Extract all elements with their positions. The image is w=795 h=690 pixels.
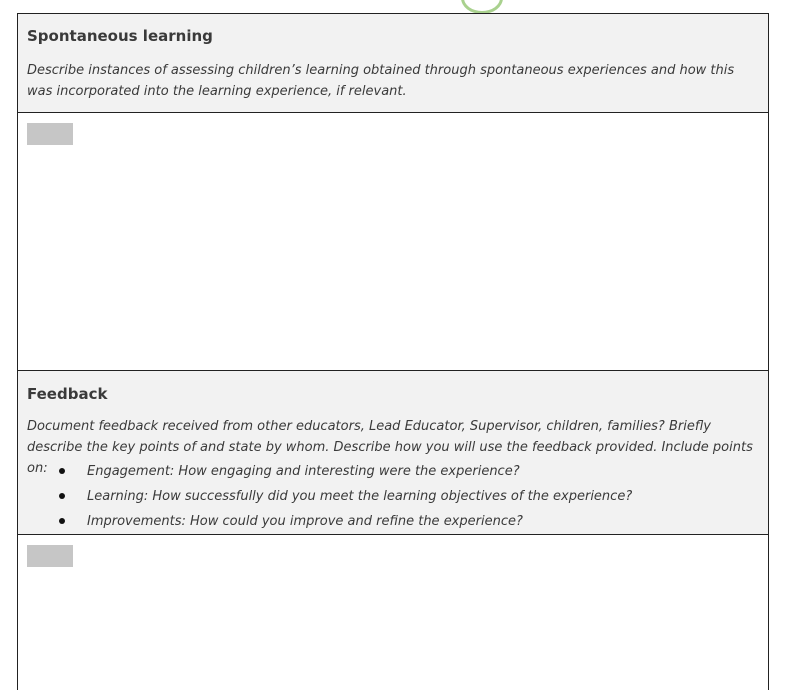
feedback-point-improvements: Improvements: How could you improve and refine the experience? xyxy=(87,514,523,529)
feedback-title: Feedback xyxy=(27,385,108,403)
feedback-points-list xyxy=(18,461,758,536)
list-item xyxy=(18,486,758,511)
spontaneous-learning-title: Spontaneous learning xyxy=(27,27,213,45)
assessment-form-table xyxy=(17,13,769,690)
feedback-text-field[interactable] xyxy=(27,545,73,567)
bullet-icon xyxy=(59,518,65,524)
bullet-icon xyxy=(59,468,65,474)
list-item xyxy=(18,461,758,486)
bullet-icon xyxy=(59,493,65,499)
decorative-ring xyxy=(461,0,503,14)
spontaneous-learning-text-field[interactable] xyxy=(27,123,73,145)
spontaneous-learning-description: Describe instances of assessing children’s learning obtained through spontaneous experiences and how this was incorporated into the learning experience, if relevant. xyxy=(27,63,735,99)
feedback-point-learning: Learning: How successfully did you meet the learning objectives of the experience? xyxy=(87,489,633,504)
list-item xyxy=(18,511,758,536)
feedback-point-engagement: Engagement: How engaging and interesting were the experience? xyxy=(87,464,520,479)
spontaneous-learning-header xyxy=(18,14,768,113)
feedback-header xyxy=(18,370,768,535)
feedback-description: Document feedback received from other educators, Lead Educator, Supervisor, children, families? Briefly describe the key points of and state by whom. Describe how you will use the feedback provided. Include points on: xyxy=(27,419,753,476)
